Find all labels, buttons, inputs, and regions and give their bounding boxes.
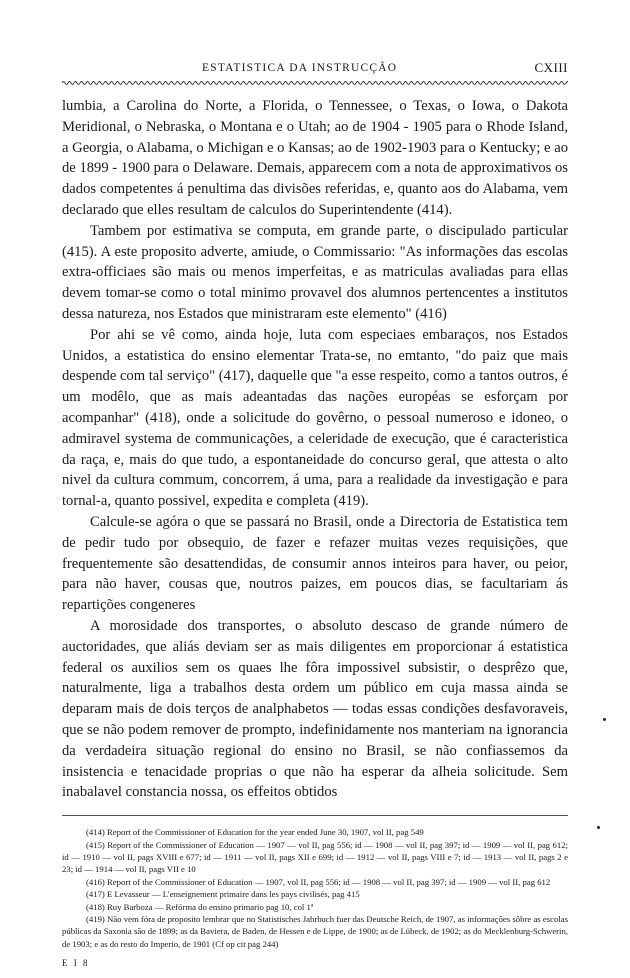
paragraph: Por ahi se vê como, ainda hoje, luta com especiaes embaraços, nos Estados Unidos, a estatistica do ensino elementar Trata-se, no emtanto, "do paiz que mais despende com tal serviço" (417), daquelle que "a esse respeito, como a tantos outros, é um modêlo, que as mais adeantadas das nações européas se esforçam por acompanhar" (418), onde a solicitude do govêrno, o pessoal numeroso e idoneo, o admiravel systema de communicações, a celeridade de execução, que é caracteristica da raça, e, mais do que tudo, a espontaneidade do concurso geral, que attesta o alto nivel da cultura commum, concorrem, á uma, para a realidade da investigação e para tornal-a, quanto possivel, expedita e completa (419). <box>62 326 568 510</box>
footnote: (419) Não vem fóra de proposito lembrar que no Statistisches Jahrbuch fuer das Deutsche Reich, de 1907, as informações sôbre as escolas públicas da Saxonia são de 1899; as da Baviera, de Baden, de Hessen e de Lippe, de 1900; as de Lübeck, de 1902; as do Mecklenburg-Schwerin, de 1903; e as do resto do Imperio, de 1901 (Cf op cit pag 244) <box>62 913 568 949</box>
body-text <box>62 96 568 803</box>
page-number: CXIII <box>534 60 568 75</box>
printer-signature: E I 8 <box>62 958 90 969</box>
footnote: (418) Ruy Barboza — Refórma do ensino primario pag 10, col 1ª <box>86 901 314 912</box>
paragraph: Tambem por estimativa se computa, em grande parte, o discipulado particular (415). A este proposito adverte, amiude, o Commissario: "As informações das escolas extra-officiaes são mais ou menos imperfeitas, e as matriculas avaliadas para ellas devem tomar-se como o total minimo provavel dos alumnos pertencentes a institutos dessa natureza, nos Estados que ministraram este elemento" (416) <box>62 222 568 322</box>
ink-speck <box>603 718 606 721</box>
paragraph: Calcule-se agóra o que se passará no Brasil, onde a Directoria de Estatistica tem de pedir tudo por obsequio, de fazer e refazer muitas vezes requisições, que frequentemente são desattendidas, de consumir annos inteiros para haver, ou peior, para não haver, cousas que, noutros paizes, em poucos dias, se facultariam ás repartições congeneres <box>62 513 568 614</box>
ink-speck <box>597 826 600 829</box>
document-page <box>62 58 568 968</box>
footnote: (416) Report of the Commissioner of Education — 1907, vol II, pag 556; id — 1908 — vol II, pag 397; id — 1909 — vol II, pag 612 <box>86 876 551 887</box>
running-title: ESTATISTICA DA INSTRUCÇÃO <box>202 62 398 74</box>
footnote-divider <box>62 815 568 816</box>
footnote: (417) E Levasseur — L'enseignement primaire dans les pays civilisés, pag 415 <box>86 889 360 900</box>
running-header <box>62 58 568 80</box>
paragraph: A morosidade dos transportes, o absoluto descaso de grande número de auctoridades, que aliás deviam ser as mais diligentes em proporcionar á estatistica federal os auxilios sem os quaes lhe fôra impossivel subsistir, o desprêzo que, naturalmente, liga a trabalhos desta ordem um público em cuja massa ainda se deparam mais de dois terços de analphabetos — todas essas condições desfavoraveis, que se não podem remover de prompto, indefinidamente nos manteriam na ignorancia da verdadeira situação regional do ensino no Brasil, se não confiassemos da insistencia e tenacidade proprias o que não ha esperar da alheia solicitude. Sem inabalavel constancia nossa, os effeitos obtidos <box>62 617 568 801</box>
paragraph: lumbia, a Carolina do Norte, a Florida, o Tennessee, o Texas, o Iowa, o Dakota Meridional, o Nebraska, o Montana e o Utah; ao de 1904 - 1905 para o Rhode Island, a Georgia, o Alabama, o Michigan e o Kansas; ao de 1902-1903 para o Kentucky; e ao de 1899 - 1900 para o Delaware. Demais, apparecem com a nota de approximativos os dados competentes á penultima das divisões referidas, e, quanto aos do Alabama, vem declarado que elles resultam de calculos do Superintendente (414). <box>62 98 568 218</box>
footnote: (414) Report of the Commissioner of Education for the year ended June 30, 1907, vol II, pag 549 <box>86 827 424 838</box>
footnotes <box>62 826 568 950</box>
footnote: (415) Report of the Commissioner of Education — 1907 — vol II, pag 556; id — 1908 — vol II, pag 397; id — 1909 — vol II, pag 612; id — 1910 — vol II, pags XVIII e 677; id — 1911 — vol II, pags XII e 699; id — 1912 — vol II, pags VIII e 7; id — 1913 — vol II, pags 2 e 23; id — 1914 — vol II, pags VII e 10 <box>62 839 568 875</box>
wavy-rule <box>62 79 568 87</box>
